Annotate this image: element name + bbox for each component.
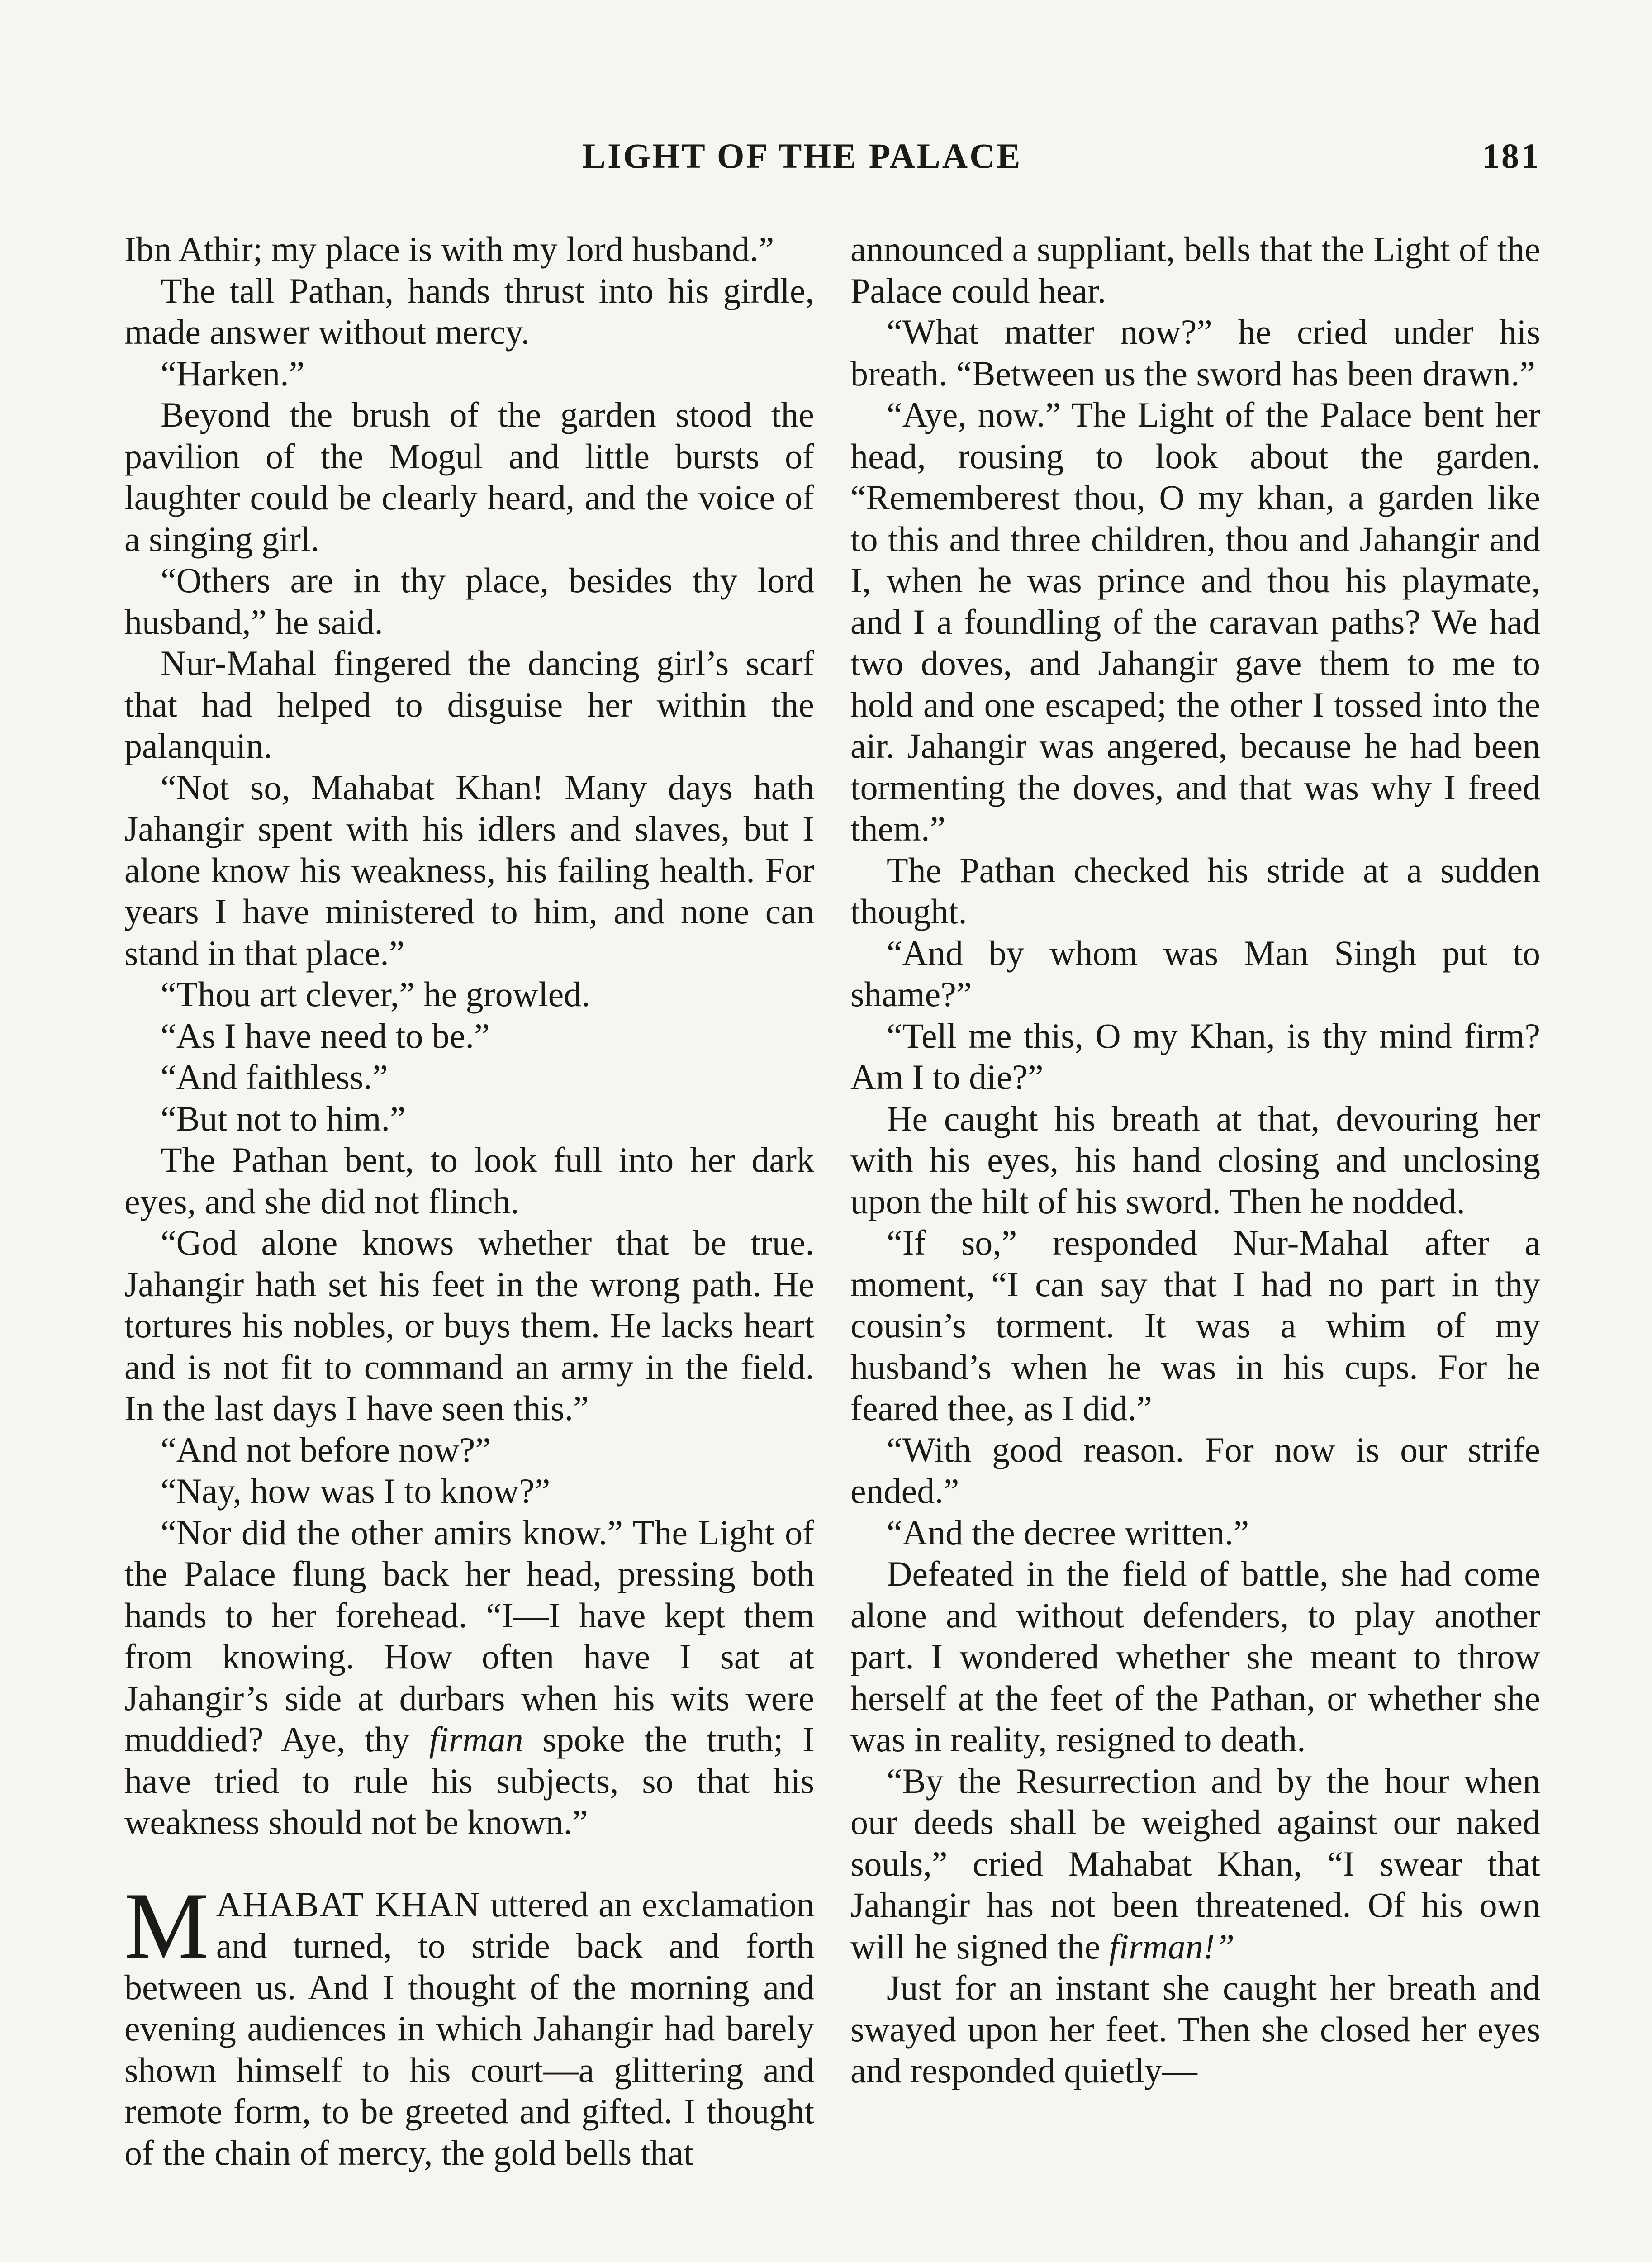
small-caps-lead: AHABAT KHAN bbox=[216, 1884, 481, 1924]
italic-term: firman!” bbox=[1109, 1926, 1235, 1966]
paragraph: Just for an instant she caught her breath and swayed upon her feet. Then she closed her eyes and responded quietly— bbox=[850, 1968, 1540, 2090]
paragraph-text: “By the Resurrection and by the hour when our deeds shall be weighed against our naked souls,” cried Mahabat Khan, “I swear that Jahangir has not been threatened. Of his own will he signed the bbox=[850, 1761, 1540, 1966]
paragraph: “And by whom was Man Singh put to shame?” bbox=[850, 933, 1540, 1014]
paragraph: The tall Pathan, hands thrust into his girdle, made answer without mercy. bbox=[124, 271, 814, 352]
right-column bbox=[850, 228, 1540, 2091]
paragraph-text: “Nor did the other amirs know.” The Light of the Palace flung back her head, pressing both hands to her forehead. “I—I have kept them from knowing. How often have I sat at Jahangir’s side at durbars when his wits were muddied? Aye, thy bbox=[124, 1512, 814, 1759]
page-title: LIGHT OF THE PALACE bbox=[582, 136, 1022, 176]
section-opening-paragraph bbox=[124, 1873, 815, 2174]
paragraph: “What matter now?” he cried under his breath. “Between us the sword has been drawn.” bbox=[850, 312, 1540, 393]
paragraph bbox=[850, 1760, 1540, 1967]
paragraph: “Harken.” bbox=[161, 353, 305, 393]
paragraph: The Pathan checked his stride at a sudden thought. bbox=[850, 850, 1540, 931]
paragraph: “But not to him.” bbox=[161, 1098, 406, 1138]
paragraph: The Pathan bent, to look full into her dark eyes, and she did not flinch. bbox=[124, 1140, 814, 1221]
paragraph: “Others are in thy place, besides thy lord husband,” he said. bbox=[124, 561, 814, 642]
paragraph: “With good reason. For now is our strife ended.” bbox=[850, 1430, 1540, 1511]
paragraph: announced a suppliant, bells that the Light of the Palace could hear. bbox=[850, 229, 1540, 310]
paragraph: “And not before now?” bbox=[161, 1430, 491, 1469]
paragraph: “And the decree written.” bbox=[887, 1512, 1249, 1552]
paragraph: “And faithless.” bbox=[161, 1057, 388, 1097]
paragraph bbox=[124, 1512, 814, 1843]
paragraph: Ibn Athir; my place is with my lord husband.” bbox=[124, 229, 774, 269]
drop-cap: M bbox=[124, 1873, 209, 1978]
paragraph: “Tell me this, O my Khan, is thy mind firm? Am I to die?” bbox=[850, 1016, 1540, 1097]
left-column bbox=[124, 228, 814, 2173]
paragraph-text: uttered an exclamation and turned, to stride back and forth between us. And I thought of the morning and evening audiences in which Jahangir had barely shown himself to his court—a glittering and remote form, to be greeted and gifted. I thought of the chain of mercy, the gold bells that bbox=[124, 1884, 815, 2172]
paragraph: “As I have need to be.” bbox=[161, 1016, 490, 1055]
paragraph: “Thou art clever,” he growled. bbox=[161, 974, 590, 1014]
paragraph: “Aye, now.” The Light of the Palace bent her head, rousing to look about the garden. “Rememberest thou, O my khan, a garden like to this and three children, thou and Jahangir and I, when he was prince and thou his playmate, and I a foundling of the caravan paths? We had two doves, and Jahangir gave them to me to hold and one escaped; the other I tossed into the air. Jahangir was angered, because he had been tormenting the doves, and that was why I freed them.” bbox=[850, 395, 1540, 848]
running-head bbox=[124, 136, 1540, 185]
page-number: 181 bbox=[1482, 136, 1540, 176]
italic-term: firman bbox=[429, 1720, 523, 1759]
paragraph: “If so,” responded Nur-Mahal after a moment, “I can say that I had no part in thy cousin’s torment. It was a whim of my husband’s when he was in his cups. For he feared thee, as I did.” bbox=[850, 1223, 1540, 1428]
paragraph: “God alone knows whether that be true. Jahangir hath set his feet in the wrong path. He tortures his nobles, or buys them. He lacks heart and is not fit to command an army in the field. In the last days I have seen this.” bbox=[124, 1223, 814, 1428]
paragraph: Defeated in the field of battle, she had come alone and without defenders, to play another part. I wondered whether she meant to throw herself at the feet of the Pathan, or whether she was in reality, resigned to death. bbox=[850, 1554, 1540, 1759]
paragraph: He caught his breath at that, devouring her with his eyes, his hand closing and unclosing upon the hilt of his sword. Then he nodded. bbox=[850, 1098, 1540, 1221]
paragraph: “Not so, Mahabat Khan! Many days hath Jahangir spent with his idlers and slaves, but I alone know his weakness, his failing health. For years I have ministered to him, and none can stand in that place.” bbox=[124, 767, 814, 973]
paragraph: Nur-Mahal fingered the dancing girl’s scarf that had helped to disguise her within the palanquin. bbox=[124, 643, 814, 765]
paragraph-text: spoke the truth; I have tried to rule his subjects, so that his weakness should not be known.” bbox=[124, 1720, 815, 1842]
paragraph: “Nay, how was I to know?” bbox=[161, 1471, 551, 1511]
paragraph: Beyond the brush of the garden stood the pavilion of the Mogul and little bursts of laughter could be clearly heard, and the voice of a singing girl. bbox=[124, 395, 814, 559]
